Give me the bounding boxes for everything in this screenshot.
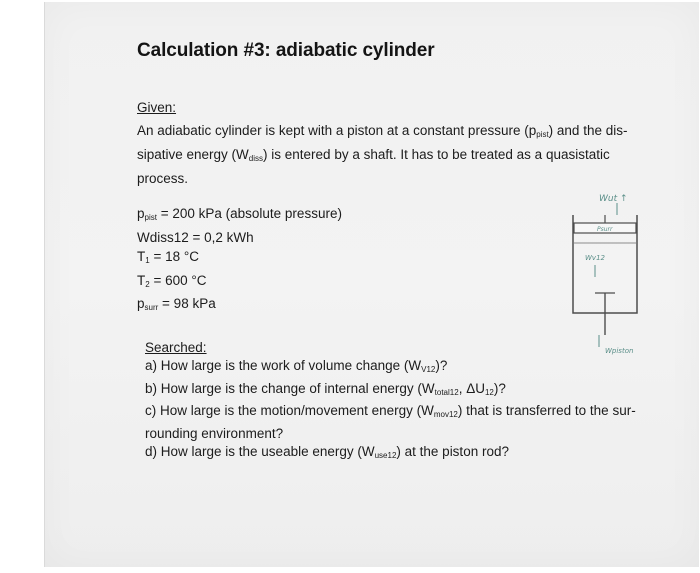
sketch-bottom-label: Wpiston — [605, 347, 634, 355]
given-line-2: sipative energy $(W_{diss})$ is entered by a shaft. It has to be treated as a quasistatic — [137, 147, 610, 163]
given-paragraph — [137, 121, 667, 189]
value-t2: $T_2 = 600$ °C — [137, 272, 207, 289]
searched-heading: Searched: — [145, 340, 207, 355]
cylinder-sketch — [555, 185, 665, 365]
question-a: a) How large is the work of volume change $(W_{V12})$? — [145, 358, 448, 374]
sketch-middle-label: Wv12 — [585, 254, 605, 262]
given-line-1: An adiabatic cylinder is kept with a piston at a constant pressure $(p_{pist})$ and the dis- — [137, 123, 628, 139]
sketch-top-label: Wut ↑ — [599, 194, 628, 204]
value-t1: $T_1 = 18$ °C — [137, 249, 200, 265]
given-values — [137, 204, 342, 318]
question-c-continued: rounding environment? — [145, 425, 284, 441]
value-wdiss: Wdiss12 = 0,2 kWh — [137, 229, 254, 245]
page-title: Calculation #3: adiabatic cylinder — [137, 40, 435, 61]
sketch-piston-label: Psurr — [597, 226, 613, 233]
question-d: d) How large is the useable energy $(W_{use12})$ at the piston rod? — [145, 444, 509, 460]
value-ppist: $p_{pist} = 200$ kPa (absolute pressure) — [137, 206, 342, 222]
value-psurr: $p_{surr} = 98$ kPa — [137, 296, 216, 312]
given-line-3: process. — [137, 171, 189, 186]
question-c: c) How large is the motion/movement energy $(W_{mov12})$ that is transferred to the sur- — [145, 403, 636, 419]
questions-list — [145, 357, 685, 466]
given-heading: Given: — [137, 100, 177, 115]
question-b: b) How large is the change of internal energy ($W_{total12}$, $\Delta U_{12}$)? — [145, 380, 506, 397]
